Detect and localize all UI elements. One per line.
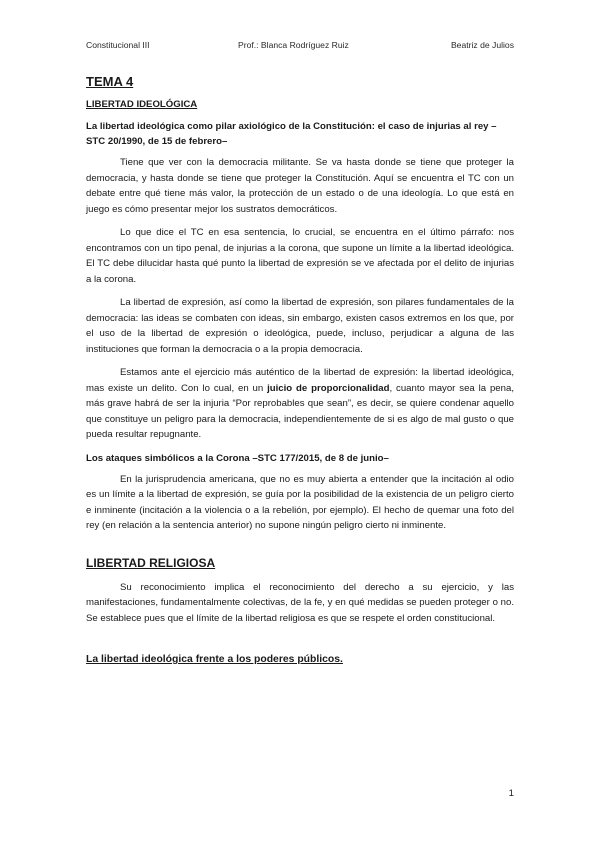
p4-bold-term: juicio de proporcionalidad [267, 382, 390, 394]
subtitle-libertad-ideologica: LIBERTAD IDEOLÓGICA [86, 99, 198, 110]
paragraph-jurisprudencia-americana: En la jurisprudencia americana, que no es muy abierta a entender que la incitación al odio es un límite a la libertad de expresión, se guía por la posibilidad de la existencia de un peligro cierto e inminente (incitación a la violencia o a la rebelión, por ejemplo). El hecho de quemar una foto del rey (en relación a la sentencia anterior) no supone ningún peligro cierto ni inminente. [86, 473, 514, 531]
paragraph-tc-sentencia: Lo que dice el TC en esa sentencia, lo crucial, se encuentra en el último párrafo: nos encontramos con un tipo penal, de injurias a la corona, que supone un límite a la libertad ideológica. El TC debe dilucidar hasta qué punto la libertad de expresión se ve afectada por el delito de injurias a la corona. [86, 227, 514, 285]
header-professor: Prof.: Blanca Rodríguez Ruiz [238, 40, 349, 50]
document-title: TEMA 4 [86, 74, 134, 89]
page-header [86, 40, 514, 54]
section-heading-ataques-simbolicos: Los ataques simbólicos a la Corona –STC 177/2015, de 8 de junio– [86, 452, 389, 464]
paragraph-juicio-proporcionalidad [86, 365, 514, 443]
section-title-poderes-publicos: La libertad ideológica frente a los poderes públicos. [86, 654, 343, 665]
page-number: 1 [508, 788, 514, 799]
paragraph-democracia-militante: Tiene que ver con la democracia militante. Se va hasta donde se tiene que proteger la democracia, y hasta donde se tiene que proteger la Constitución. Aquí se encuentra el TC con un debate entre qué tiene más valor, la protección de un estado o de una ideología. Lo que está en juego es cómo presentar mejor los sustratos democráticos. [86, 157, 514, 215]
p4-text-before: Estamos ante el ejercicio más auténtico de la libertad de expresión: la libertad ideológica, mas existe un delito. Con lo cual, en un [86, 367, 514, 394]
page-content [86, 68, 514, 665]
section-heading-injurias-al-rey: La libertad ideológica como pilar axiológico de la Constitución: el caso de injurias al rey –STC 20/1990, de 15 de febrero– [86, 121, 497, 147]
header-author: Beatriz de Julios [450, 40, 514, 50]
section-title-libertad-religiosa: LIBERTAD RELIGIOSA [86, 555, 216, 570]
paragraph-libertad-expresion: La libertad de expresión, así como la libertad de expresión, son pilares fundamentales de la democracia: las ideas se combaten con ideas, sin embargo, existen casos extremos en los que, por el uso de la libertad de expresión o ideológica, puede, incluso, perjudicar a alguna de las instituciones que forman la democracia o a la propia democracia. [86, 297, 514, 355]
paragraph-reconocimiento: Su reconocimiento implica el reconocimiento del derecho a su ejercicio, y las manifestaciones, fundamentalmente colectivas, de la fe, y en qué medidas se pueden proteger o no. Se establece pues que el límite de la libertad religiosa es que se respete el orden constitucional. [86, 581, 514, 624]
p4-text-after: , cuanto mayor sea la pena, más grave habrá de ser la injuria “Por reprobables que sean”, es decir, se quiere condenar aquello que constituye un peligro para la democracia, independientemente de si es algo de mal gusto o que pueda resultar repugnante. [86, 382, 514, 440]
header-course: Constitucional III [86, 40, 150, 50]
